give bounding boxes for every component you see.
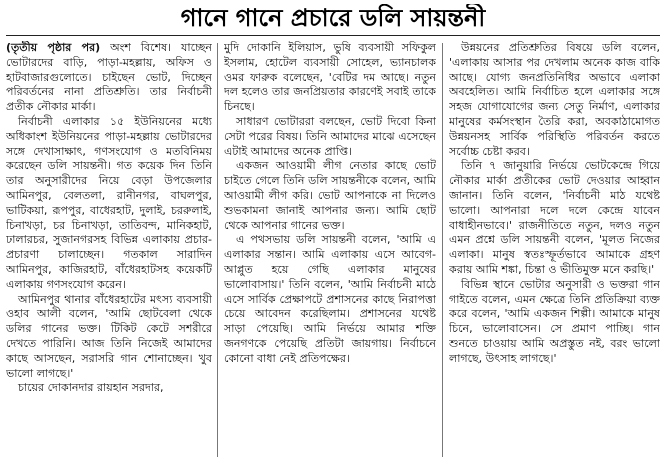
headline-rule xyxy=(6,35,660,36)
paragraph: মুদি দোকানি ইলিয়াস, ভুষি ব্যবসায়ী সফিকুল ইসলাম, হোটেল ব্যবসায়ী সোহেল, ভ্যানচালক ওমর ফারুক বলেছেন, 'বেটির দম আছে। নতুন দল হলেও তার জনপ্রিয়তার কারণেই সবাই তাকে চিনছে। xyxy=(224,41,436,114)
paragraph: এ পথসভায় ডলি সায়ন্তনী বলেন, 'আমি এ এলাকার সন্তান। আমি এলাকায় এসে আবেগ-আপ্লুত হয়ে গেছি এলাকার মানুষের ভালোবাসায়।' তিনি বলেন, 'আমি নির্বাচনী মাঠে এসে সার্বিক প্রেক্ষাপটে প্রশাসনের কাছে নিরাপত্তা চেয়ে আবেদন করেছিলাম। প্রশাসনের যথেষ্ট সাড়া পেয়েছি। আমি নির্ভয়ে আমার শক্তি জনগণকে পেয়েছি প্রতিটা জায়গায়। নির্বাচনে কোনো বাধা নেই প্রতিপক্ষের। xyxy=(224,233,436,365)
column-divider xyxy=(442,43,443,457)
paragraph: আমিনপুর থানার বাঁধেরহাটের মৎস্য ব্যবসায়ী ওহাব আলী বলেন, 'আমি ছোটবেলা থেকে ডলির গানের ভক্ত। টিকিট কেটে সশরীরে দেখতে পারিনি। আজ তিনি নিজেই আমাদের কাছে আসছেন, সরাসরি গান শোনাচ্ছেন। খুব ভালো লাগছে।' xyxy=(6,292,212,380)
continuation-tag: (তৃতীয় পৃষ্ঠার পর) xyxy=(6,41,101,54)
column-1 xyxy=(6,41,212,459)
column-2 xyxy=(224,41,436,459)
paragraph-text: অংশ বিশেষ। যাচ্ছেন ভোটারদের বাড়ি, পাড়া-মহল্লায়, অফিস ও হাটবাজারগুলোতে। চাইছেন ভোট, দিচ্ছেন পরিবর্তনের নানা প্রতিশ্রুতি। তার নির্বাচনী প্রতীক নৌকার মার্কা। xyxy=(6,41,212,114)
paragraph: বিভিন্ন স্থানে ভোটার অনুসারী ও ভক্তরা গান গাইতে বলেন, এমন ক্ষেত্রে তিনি প্রতিক্রিয়া ব্যক্ত করে বলেন, 'আমি একজন শিল্পী। আমাকে মানুষ চিনে, ভালোবাসেন। সে প্রমাণ পাচ্ছি। গান শুনতে চাওয়ায় আমি অপ্রস্তুত নই, বরং ভালো লাগছে, উৎসাহ লাগছে।' xyxy=(449,277,660,365)
paragraph: তিনি ৭ জানুয়ারি নির্ভয়ে ভোটকেন্দ্রে গিয়ে নৌকার মার্কা প্রতীকের ভোট দেওয়ার আহ্বান জানান। তিনি বলেন, 'নির্বাচনী মাঠ যথেষ্ট ভালো। আপনারা দলে দলে কেন্দ্রে যাবেন বাধাহীনভাবে।' রাজনীতিতে নতুন, দলও নতুন এমন প্রশ্নে ডলি সায়ন্তনী বলেন, 'মূলত নিজের এলাকা। মানুষ স্বতঃস্ফূর্তভাবে আমাকে গ্রহণ করায় আমি শঙ্কা, চিন্তা ও ভীতিমুক্ত মনে করছি।' xyxy=(449,159,660,276)
paragraph: সাধারণ ভোটাররা বলছেন, ভোট দিবো কিনা সেটা পরের বিষয়। তিনি আমাদের মাঝে এসেছেন এটাই আমাদের অনেক প্রাপ্তি। xyxy=(224,114,436,158)
paragraph xyxy=(6,41,212,115)
article-body xyxy=(6,41,660,461)
headline: গানে গানে প্রচারে ডলি সায়ন্তনী xyxy=(180,4,486,32)
paragraph: একজন আওয়ামী লীগ নেতার কাছে ভোট চাইতে গেলে তিনি ডলি সায়ন্তনীকে বলেন, আমি আওয়ামী লীগ করি। ভোট আপনাকে না দিলেও শুভকামনা জানাই আপনার জন্য। আমি ছোট থেকে আপনার গানের ভক্ত। xyxy=(224,159,436,232)
paragraph: উন্নয়নের প্রতিশ্রুতির বিষয়ে ডলি বলেন, 'এলাকায় আসার পর দেখলাম অনেক কাজ বাকি আছে। যোগ্য জনপ্রতিনিধির অভাবে এলাকা অবহেলিত। আমি নির্বাচিত হলে এলাকার সঙ্গে সহজ যোগাযোগের জন্য সেতু নির্মাণ, এলাকার মানুষের কর্মসংস্থান তৈরি করা, অবকাঠামোগত উন্নয়নসহ সার্বিক পরিস্থিতি পরিবর্তন করতে সর্বোচ্চ চেষ্টা করব। xyxy=(449,41,660,158)
column-3 xyxy=(449,41,660,459)
paragraph: নির্বাচনী এলাকার ১৫ ইউনিয়নের মধ্যে অধিকাংশ ইউনিয়নের পাড়া-মহল্লায় ভোটারদের সঙ্গে দেখাসাক্ষাৎ, গণসংযোগ ও মতবিনিময় করেছেন ডলি সায়ন্তনী। গত কয়েক দিন তিনি তার অনুসারীদের নিয়ে বেড়া উপজেলার আমিনপুর, বেলতলা, রানীনগর, বাঘলপুর, ভাটিকয়া, রূপপুর, বাধেরহাট, দুলাই, চররুলাই, চিনাখড়া, চর চিনাখড়া, তাতিবন্দ, মানিকহাট, ঢালারচর, সুজানগরসহ বিভিন্ন এলাকায় প্রচার-প্রচারণা চালাচ্ছেন। গতকাল সারাদিন আমিনপুর, কাজিরহাট, বাঁধেরহাটসহ কয়েকটি এলাকায় গণসংযোগ করেন। xyxy=(6,114,212,291)
paragraph: চায়ের দোকানদার রায়হান সরদার, xyxy=(18,381,164,395)
column-divider xyxy=(217,43,218,457)
